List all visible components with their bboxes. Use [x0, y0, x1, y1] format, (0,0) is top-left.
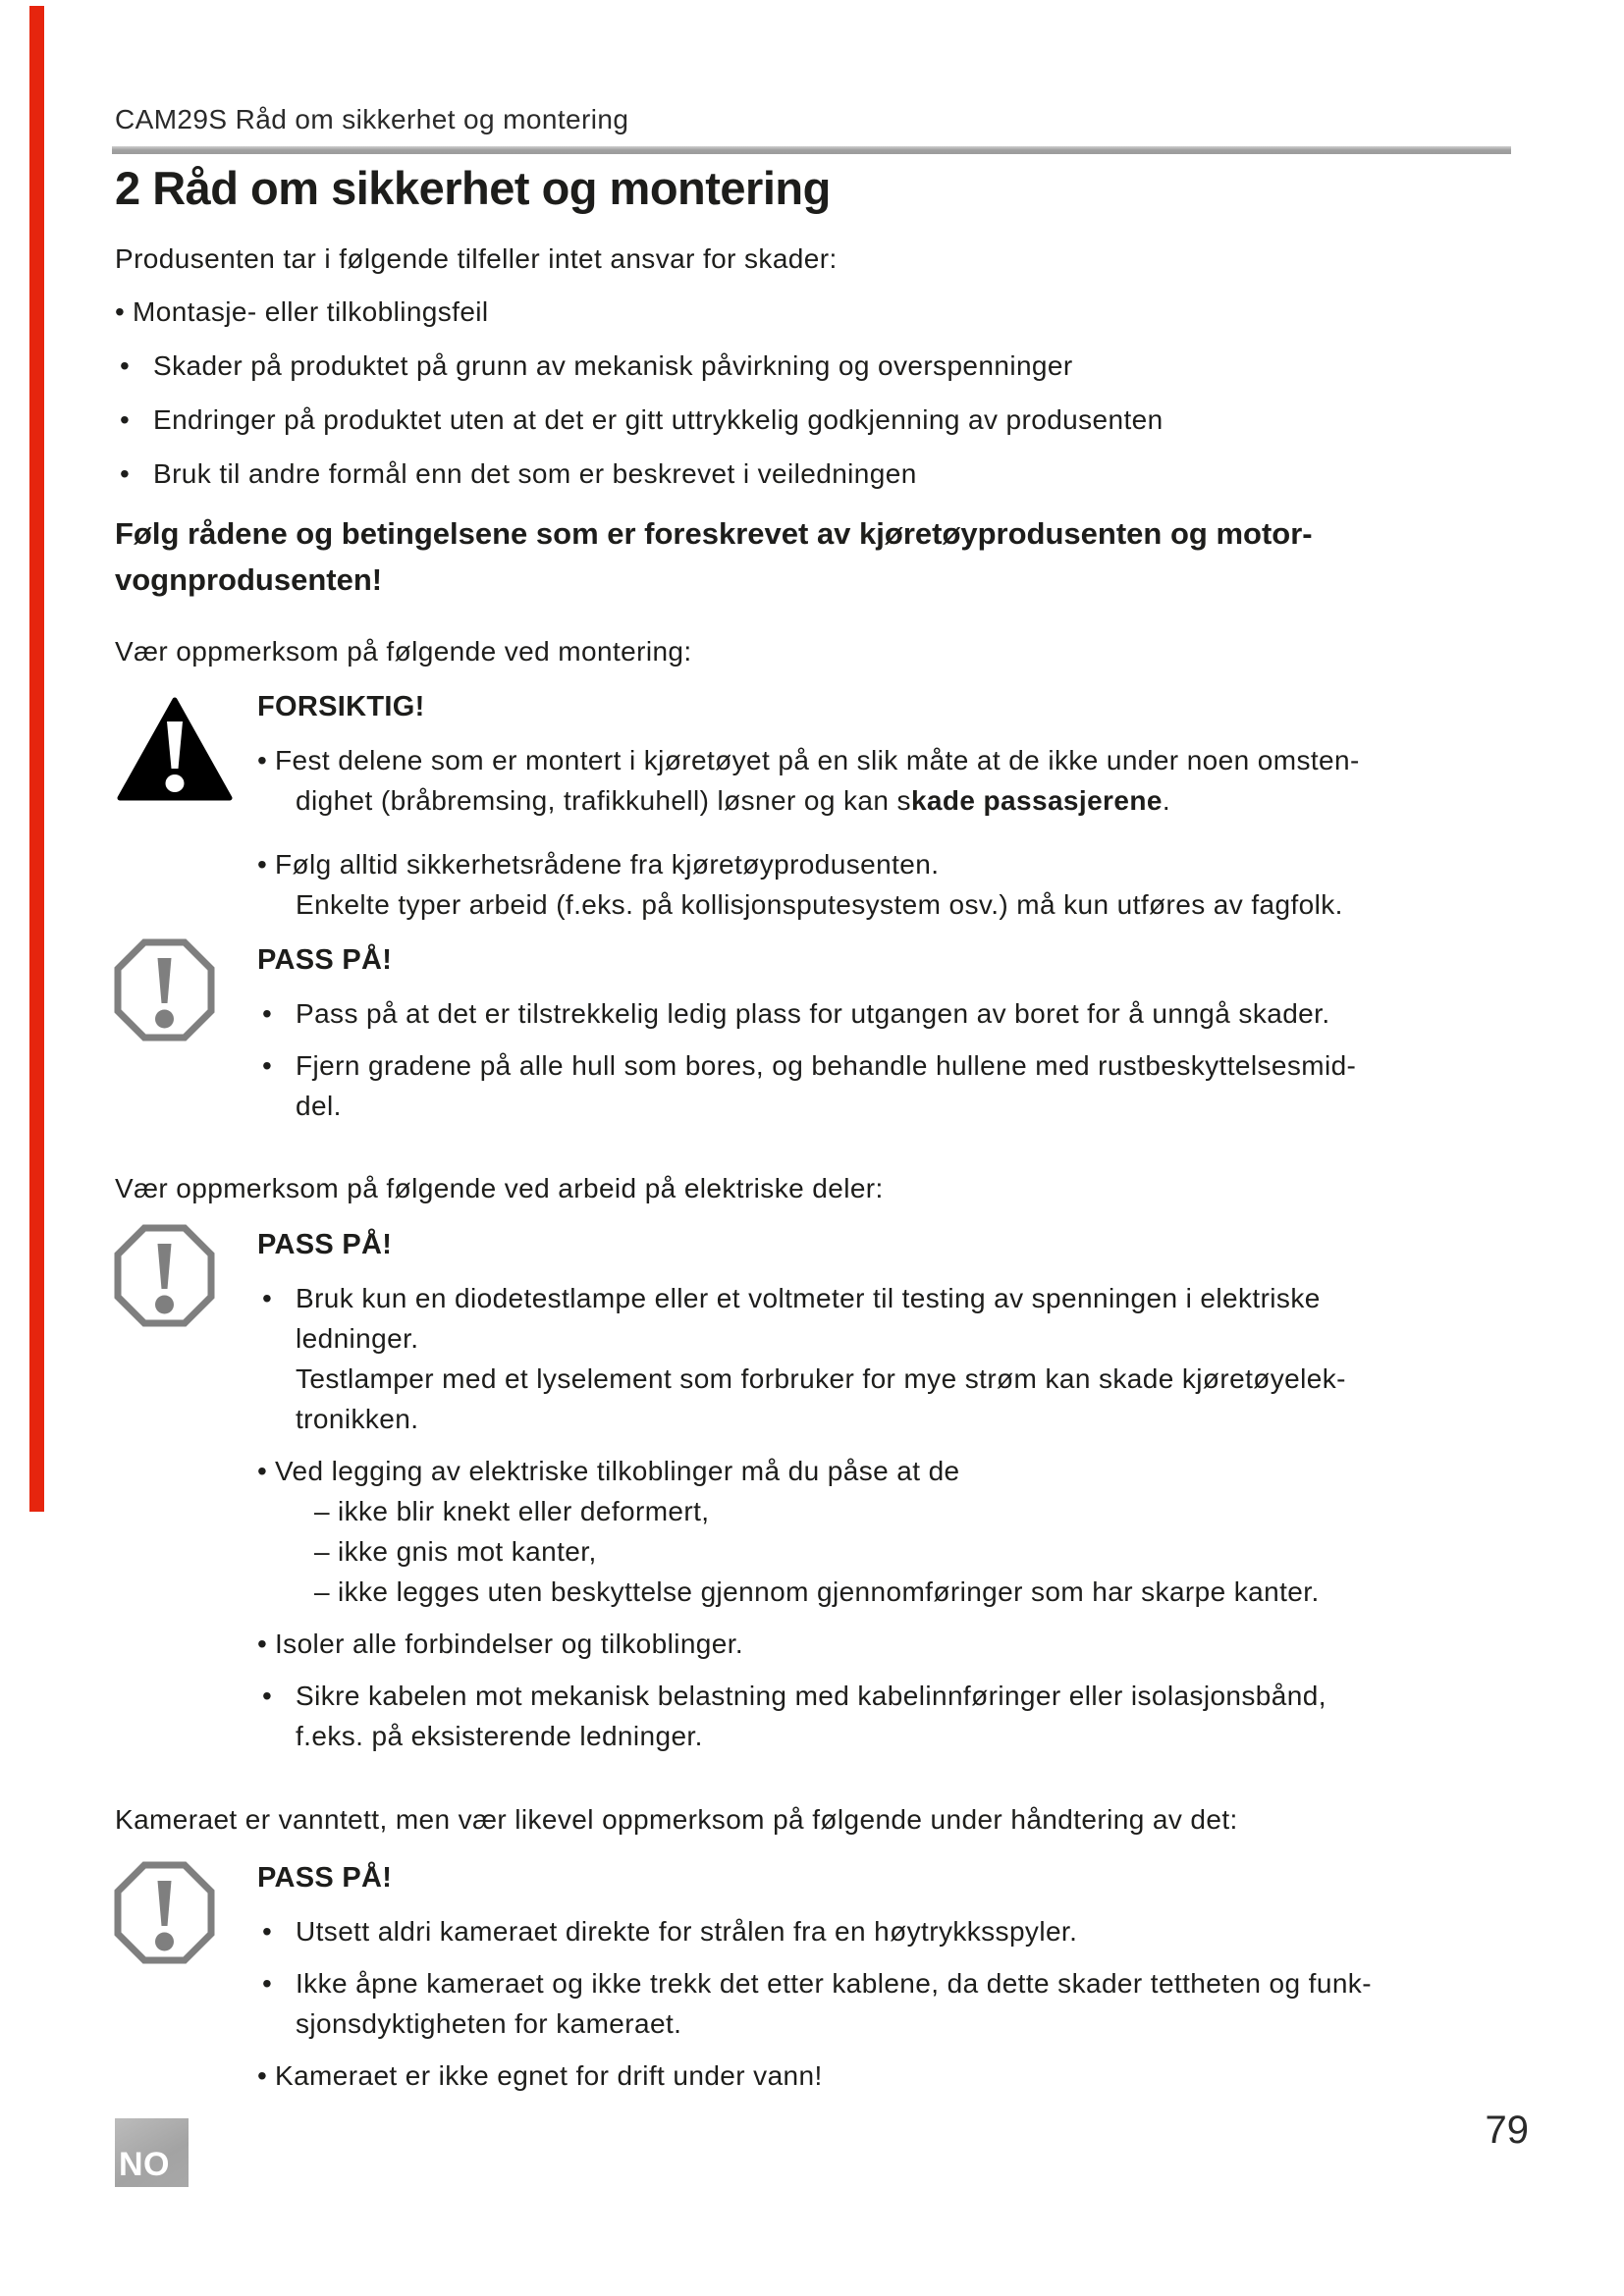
list-item [115, 292, 1164, 332]
caution-content [257, 687, 1526, 925]
list-item [115, 454, 1164, 494]
notice-item [257, 2056, 1526, 2096]
text: Bruk kun en diodetestlampe eller et voltmeter til testing av spenningen i elektriske [296, 1283, 1321, 1313]
text-line: vognprodusenten! [115, 562, 383, 597]
text: Pass på at det er tilstrekkelig ledig plass for utgangen av boret for å unngå skader. [296, 998, 1330, 1029]
language-badge-text: NO [119, 2146, 170, 2183]
bullet-marker: • [257, 745, 268, 775]
liability-list [115, 292, 1164, 507]
text-line: tronikken. [296, 1404, 419, 1434]
text-line [257, 740, 1526, 780]
text-line [257, 2056, 1526, 2096]
text-line [257, 1911, 1526, 1951]
warning-octagon-icon [113, 937, 216, 1047]
list-item [115, 400, 1164, 440]
bullet-marker: • [262, 998, 273, 1029]
notice-item [257, 1451, 1526, 1612]
text: . [1162, 785, 1170, 816]
bullet-marker: • [257, 849, 268, 880]
notice-content [257, 940, 1526, 1126]
text-line [257, 1451, 1526, 1491]
text: ikke blir knekt eller deformert, [338, 1496, 710, 1526]
important-note [115, 510, 1313, 603]
list-item-text: Endringer på produktet uten at det er gitt uttrykkelig godkjenning av produsenten [153, 404, 1164, 435]
text-line: f.eks. på eksisterende ledninger. [296, 1721, 703, 1751]
notice-box [115, 940, 1526, 1138]
notice-content [257, 1225, 1526, 1756]
text: Ikke åpne kameraet og ikke trekk det etter kablene, da dette skader tettheten og funk- [296, 1968, 1372, 1999]
text-line [257, 1963, 1526, 2003]
text-line: Enkelte typer arbeid (f.eks. på kollisjonsputesystem osv.) må kun utføres av fagfolk. [296, 889, 1343, 920]
bullet-marker: • [120, 404, 131, 435]
warning-octagon-icon [113, 1860, 216, 1970]
text: ikke gnis mot kanter, [338, 1536, 597, 1567]
list-item [115, 346, 1164, 386]
running-header: CAM29S Råd om sikkerhet og montering [115, 104, 629, 134]
dash-marker: – [314, 1576, 330, 1607]
text-line: sjonsdyktigheten for kameraet. [296, 2008, 682, 2039]
notice-label: PASS PÅ! [257, 1229, 393, 1260]
camera-lead: Kameraet er vanntett, men vær likevel oppmerksom på følgende under håndtering av det: [115, 1804, 1238, 1835]
notice-box [115, 1858, 1526, 2108]
text: Isoler alle forbindelser og tilkoblinger. [275, 1629, 744, 1659]
bullet-marker: • [257, 2060, 268, 2091]
text: Utsett aldri kameraet direkte for strålen fra en høytrykksspyler. [296, 1916, 1078, 1947]
list-item-text: Bruk til andre formål enn det som er beskrevet i veiledningen [153, 458, 917, 489]
text-line [257, 993, 1526, 1034]
text-line [257, 1531, 1526, 1572]
notice-item [257, 1045, 1526, 1126]
notice-item [257, 1963, 1526, 2044]
caution-item [257, 844, 1526, 925]
bullet-marker: • [257, 1456, 268, 1486]
text: ikke legges uten beskyttelse gjennom gjennomføringer som har skarpe kanter. [338, 1576, 1320, 1607]
bullet-marker: • [120, 350, 131, 381]
text: Fjern gradene på alle hull som bores, og behandle hullene med rustbeskyttelsesmid- [296, 1050, 1357, 1081]
bold-text: kade passasjerene [910, 785, 1163, 816]
caution-item [257, 740, 1526, 821]
bullet-marker: • [120, 458, 131, 489]
text: Ved legging av elektriske tilkoblinger må du påse at de [275, 1456, 960, 1486]
text-line: del. [296, 1091, 342, 1121]
bullet-marker: • [262, 1681, 273, 1711]
dash-marker: – [314, 1536, 330, 1567]
text-line: ledninger. [296, 1323, 419, 1354]
red-edge-bar [29, 6, 44, 1512]
bullet-marker: • [262, 1916, 273, 1947]
bullet-marker: • [262, 1050, 273, 1081]
notice-label: PASS PÅ! [257, 1862, 393, 1894]
header-rule [112, 146, 1511, 154]
page-number: 79 [1485, 2109, 1529, 2152]
bullet-marker: • [262, 1283, 273, 1313]
text-line [257, 1676, 1526, 1716]
text-line [257, 1572, 1526, 1612]
caution-label: FORSIKTIG! [257, 691, 425, 722]
mounting-lead: Vær oppmerksom på følgende ved montering: [115, 636, 692, 667]
text-line: Testlamper med et lyselement som forbruker for mye strøm kan skade kjøretøyelek- [296, 1363, 1346, 1394]
bullet-marker: • [115, 296, 126, 327]
warning-octagon-icon [113, 1223, 216, 1333]
notice-box [115, 1225, 1526, 1768]
text-line [257, 1045, 1526, 1086]
intro-lead: Produsenten tar i følgende tilfeller intet ansvar for skader: [115, 243, 838, 274]
notice-item [257, 1624, 1526, 1664]
notice-item [257, 1278, 1526, 1439]
text: Sikre kabelen mot mekanisk belastning med kabelinnføringer eller isolasjonsbånd, [296, 1681, 1326, 1711]
text-line: Følg rådene og betingelsene som er foreskrevet av kjøretøyprodusenten og motor- [115, 516, 1313, 551]
notice-content [257, 1858, 1526, 2096]
text: dighet (bråbremsing, trafikkuhell) løsner og kan s [296, 785, 911, 816]
bullet-marker: • [257, 1629, 268, 1659]
text-line [257, 1491, 1526, 1531]
text: Følg alltid sikkerhetsrådene fra kjøretøyprodusenten. [275, 849, 940, 880]
text-line [257, 1624, 1526, 1664]
electrical-lead: Vær oppmerksom på følgende ved arbeid på elektriske deler: [115, 1173, 884, 1203]
language-badge [115, 2118, 189, 2187]
notice-label: PASS PÅ! [257, 944, 393, 976]
warning-triangle-icon [116, 697, 234, 808]
caution-box [115, 687, 1526, 936]
list-item-text: Montasje- eller tilkoblingsfeil [133, 296, 489, 327]
text: Kameraet er ikke egnet for drift under vann! [275, 2060, 823, 2091]
text-line [296, 780, 1526, 821]
notice-item [257, 1676, 1526, 1756]
text-line [257, 844, 1526, 884]
notice-item [257, 993, 1526, 1034]
page-title: 2 Råd om sikkerhet og montering [115, 162, 831, 214]
list-item-text: Skader på produktet på grunn av mekanisk påvirkning og overspenninger [153, 350, 1073, 381]
text: Fest delene som er montert i kjøretøyet på en slik måte at de ikke under noen omsten- [275, 745, 1360, 775]
notice-item [257, 1911, 1526, 1951]
dash-marker: – [314, 1496, 330, 1526]
text-line [257, 1278, 1526, 1318]
bullet-marker: • [262, 1968, 273, 1999]
